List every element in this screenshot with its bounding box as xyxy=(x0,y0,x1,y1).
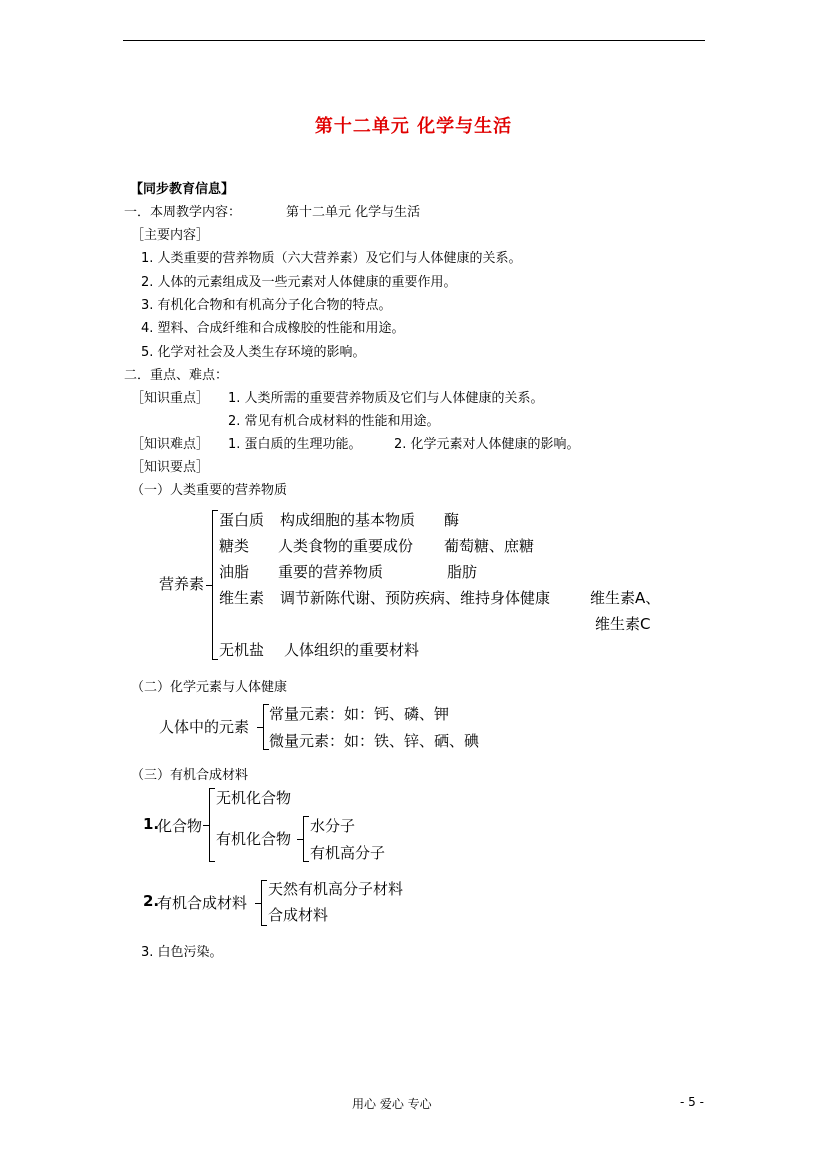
tree1-brace xyxy=(209,788,215,862)
tree1-leaf: 有机高分子 xyxy=(310,844,386,862)
key-point-item: 1. 人类所需的重要营养物质及它们与人体健康的关系。 xyxy=(228,391,544,406)
tree1-branch: 有机化合物 xyxy=(216,830,292,848)
essentials-label: ［知识要点］ xyxy=(131,460,210,475)
part1-label: 一．本周教学内容： xyxy=(124,205,242,220)
tree1-sub-brace xyxy=(303,816,309,862)
main-content-item: 1. 人类重要的营养物质（六大营养素）及它们与人体健康的关系。 xyxy=(141,251,522,266)
main-content-heading: ［主要内容］ xyxy=(131,228,210,243)
key-points-label: ［知识重点］ xyxy=(131,391,210,406)
key-point-item: 2. 常见有机合成材料的性能和用途。 xyxy=(228,414,440,429)
sec1-heading: （一）人类重要的营养物质 xyxy=(131,483,288,498)
nutrient-name: 无机盐 xyxy=(219,641,265,659)
nutrient-desc: 调节新陈代谢、预防疾病、维持身体健康 xyxy=(280,589,551,607)
tree2-branch: 天然有机高分子材料 xyxy=(268,880,404,898)
sec2-root: 人体中的元素 xyxy=(159,718,250,736)
nutrient-name: 维生素 xyxy=(219,589,265,607)
nutrient-example: 酶 xyxy=(444,511,460,529)
main-content-item: 2. 人体的元素组成及一些元素对人体健康的重要作用。 xyxy=(141,275,457,290)
difficult-points-label: ［知识难点］ xyxy=(131,437,210,452)
tree1-leaf: 水分子 xyxy=(310,817,356,835)
nutrient-example: 维生素C xyxy=(595,615,651,633)
sec3-heading: （三）有机合成材料 xyxy=(131,768,249,783)
nutrient-name: 蛋白质 xyxy=(219,511,265,529)
footer-motto: 用心 爱心 专心 xyxy=(352,1097,432,1111)
nutrient-desc: 构成细胞的基本物质 xyxy=(280,511,416,529)
nutrient-name: 油脂 xyxy=(219,563,250,581)
tree2-brace xyxy=(261,880,267,926)
main-content-item: 3. 有机化合物和有机高分子化合物的特点。 xyxy=(141,298,392,313)
main-content-item: 4. 塑料、合成纤维和合成橡胶的性能和用途。 xyxy=(141,321,405,336)
difficult-point-item: 2. 化学元素对人体健康的影响。 xyxy=(394,437,580,452)
nutrient-desc: 重要的营养物质 xyxy=(278,563,384,581)
sec2-heading: （二）化学元素与人体健康 xyxy=(131,680,288,695)
page-title: 第十二单元 化学与生活 xyxy=(314,116,513,137)
section-header: 【同步教育信息】 xyxy=(130,182,235,197)
element-item: 微量元素：如：铁、锌、硒、碘 xyxy=(269,732,480,750)
page-number: - 5 - xyxy=(680,1095,704,1109)
tree1-branch: 无机化合物 xyxy=(216,789,292,807)
sec1-root: 营养素 xyxy=(159,575,205,593)
main-content-item: 5. 化学对社会及人类生存环境的影响。 xyxy=(141,345,366,360)
nutrient-example: 葡萄糖、庶糖 xyxy=(444,537,535,555)
nutrient-example: 脂肪 xyxy=(447,563,478,581)
sec1-brace xyxy=(212,510,218,660)
tree2-number: 2. xyxy=(143,892,160,910)
difficult-point-item: 1. 蛋白质的生理功能。 xyxy=(228,437,362,452)
header-rule xyxy=(123,40,705,41)
part1-value: 第十二单元 化学与生活 xyxy=(286,205,421,220)
nutrient-desc: 人体组织的重要材料 xyxy=(284,641,420,659)
tree2-root: 有机合成材料 xyxy=(157,894,248,912)
part2-label: 二．重点、难点： xyxy=(124,368,229,383)
nutrient-name: 糖类 xyxy=(219,537,250,555)
tree3-item: 3. 白色污染。 xyxy=(141,945,223,960)
element-item: 常量元素：如：钙、磷、钾 xyxy=(269,705,450,723)
tree1-number: 1. xyxy=(143,815,160,833)
nutrient-example: 维生素A、 xyxy=(590,589,661,607)
tree2-branch: 合成材料 xyxy=(268,906,329,924)
nutrient-desc: 人类食物的重要成份 xyxy=(278,537,414,555)
tree1-root: 化合物 xyxy=(157,817,203,835)
